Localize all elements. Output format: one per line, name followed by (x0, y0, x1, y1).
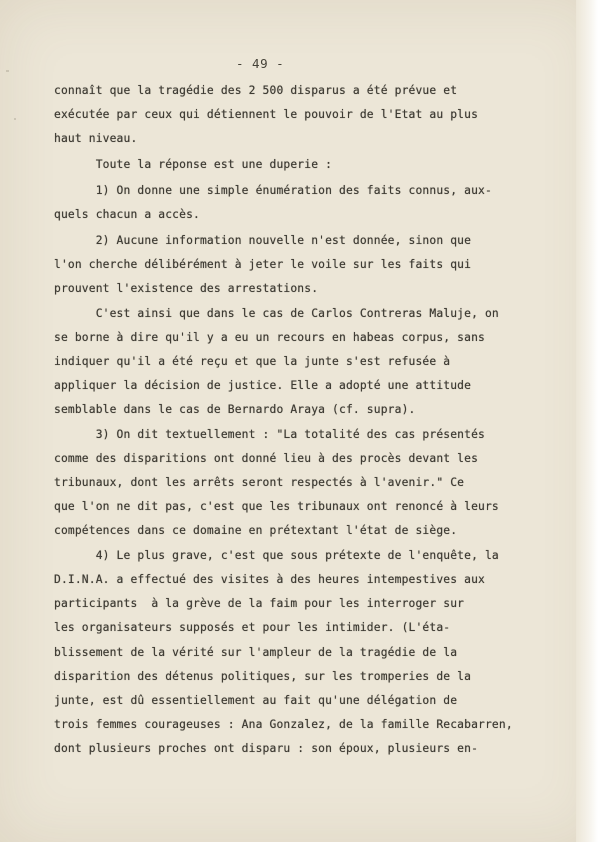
text-line: comme des disparitions ont donné lieu à des procès devant les (54, 452, 479, 465)
text-line: C'est ainsi que dans le cas de Carlos Contreras Maluje, on (54, 307, 499, 320)
text-line: connaît que la tragédie des 2 500 disparus a été prévue et (54, 84, 458, 97)
text-line: appliquer la décision de justice. Elle a adopté une attitude (54, 379, 472, 392)
text-line: tribunaux, dont les arrêts seront respectés à l'avenir." Ce (54, 476, 465, 489)
text-line: participants à la grève de la faim pour les interroger sur (54, 597, 465, 610)
text-line: 3) On dit textuellement : "La totalité des cas présentés (54, 428, 485, 441)
page-number: - 49 - (236, 56, 285, 71)
text-line: D.I.N.A. a effectué des visites à des heures intempestives aux (54, 573, 485, 586)
text-line: compétences dans ce domaine en prétextant l'état de siège. (54, 524, 458, 537)
text-line: 1) On donne une simple énumération des faits connus, aux- (54, 184, 492, 197)
stain-mark (6, 70, 9, 72)
text-line: 2) Aucune information nouvelle n'est donnée, sinon que (54, 234, 472, 247)
text-line: se borne à dire qu'il y a eu un recours en habeas corpus, sans (54, 331, 485, 344)
text-line: indiquer qu'il a été reçu et que la junte s'est refusée à (54, 355, 451, 368)
text-line: que l'on ne dit pas, c'est que les tribunaux ont renoncé à leurs (54, 500, 499, 513)
text-line: trois femmes courageuses : Ana Gonzalez, de la famille Recabarren, (54, 718, 513, 731)
text-line: disparition des détenus politiques, sur les tromperies de la (54, 670, 472, 683)
text-line: blissement de la vérité sur l'ampleur de la tragédie de la (54, 646, 458, 659)
text-line: haut niveau. (54, 132, 138, 145)
paper-edge (576, 0, 598, 842)
text-line: quels chacun a accès. (54, 208, 200, 221)
stain-mark (14, 118, 16, 120)
text-line: les organisateurs supposés et pour les intimider. (L'éta- (54, 621, 451, 634)
text-line: exécutée par ceux qui détiennent le pouvoir de l'Etat au plus (54, 108, 479, 121)
text-line: semblable dans le cas de Bernardo Araya (cf. supra). (54, 403, 416, 416)
text-line: junte, est dû essentiellement au fait qu'une délégation de (54, 694, 458, 707)
text-line: 4) Le plus grave, c'est que sous prétexte de l'enquête, la (54, 549, 499, 562)
text-line: Toute la réponse est une duperie : (54, 158, 333, 171)
text-line: dont plusieurs proches ont disparu : son époux, plusieurs en- (54, 742, 479, 755)
text-line: prouvent l'existence des arrestations. (54, 282, 319, 295)
text-line: l'on cherche délibérément à jeter le voile sur les faits qui (54, 258, 472, 271)
